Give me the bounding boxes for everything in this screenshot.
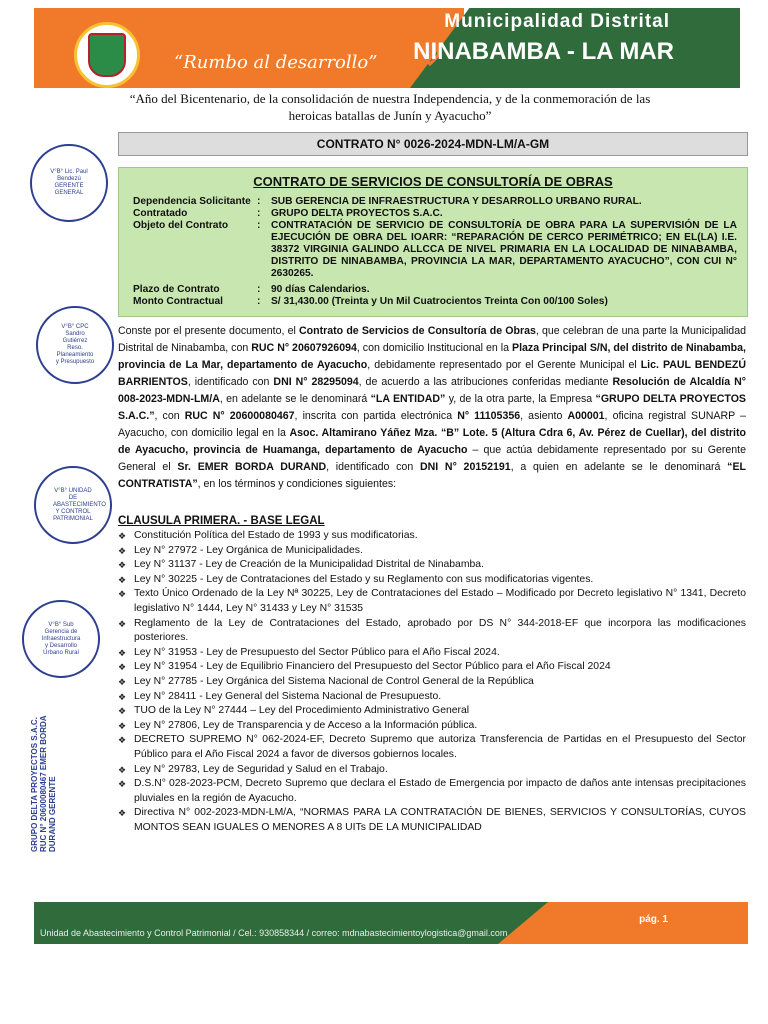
municipal-logo: [74, 22, 140, 88]
summary-row: Contratado : GRUPO DELTA PROYECTOS S.A.C.: [133, 208, 737, 220]
approval-stamp: V°B° Lic. Paul Bendezú GERENTE GENERAL: [30, 144, 108, 222]
summary-value: S/ 31,430.00 (Treinta y Un Mil Cuatrocientos Treinta Con 00/100 Soles): [271, 296, 608, 307]
summary-value: 90 días Calendarios.: [271, 284, 370, 295]
list-item: ❖ Ley N° 30225 - Ley de Contrataciones del Estado y su Reglamento con sus modificatorias vigentes.: [118, 573, 746, 588]
footer-orange-tab: [498, 902, 748, 944]
page-number: pág. 1: [639, 914, 668, 925]
summary-label: Plazo de Contrato: [133, 284, 220, 295]
town-name: NINABAMBA - LA MAR: [413, 38, 674, 65]
list-item: ❖ Ley N° 27785 - Ley Orgánica del Sistema Nacional de Control General de la República: [118, 675, 746, 690]
summary-value: SUB GERENCIA DE INFRAESTRUCTURA Y DESARROLLO URBANO RURAL.: [271, 196, 642, 207]
summary-label: Contratado: [133, 208, 188, 219]
list-item: ❖ Ley N° 29783, Ley de Seguridad y Salud en el Trabajo.: [118, 763, 746, 778]
list-item: ❖ Ley N° 31137 - Ley de Creación de la Municipalidad Distrital de Ninabamba.: [118, 558, 746, 573]
list-item: ❖ D.S.N° 028-2023-PCM, Decreto Supremo que declara el Estado de Emergencia por impacto de daños ante intensas precipitaciones pluviales en la región de Ayacucho.: [118, 777, 746, 806]
contract-intro: Conste por el presente documento, el Contrato de Servicios de Consultoría de Obras, que celebran de una parte la Municipalidad Distrital de Ninabamba, con RUC N° 20607926094, con domicilio Institucional en la Plaza Principal S/N, del distrito de Ninabamba, provincia de La Mar, departamento de Ayacucho, debidamente representado por el Gerente Municipal el Lic. PAUL BENDEZÚ BARRIENTOS, identificado con DNI N° 28295094, de acuerdo a las atribuciones conferidas mediante Resolución de Alcaldía N° 008-2023-MDN-LM/A, en adelante se le denominará “LA ENTIDAD” y, de la otra parte, la Empresa “GRUPO DELTA PROYECTOS S.A.C.”, con RUC N° 20600080467, inscrita con partida electrónica N° 11105356, asiento A00001, oficina registral SUNARP – Ayacucho, con domicilio legal en la Asoc. Altamirano Yáñez Mza. “B” Lote. 5 (Altura Cdra 6, Av. Pérez de Cuellar), del distrito de Ayacucho, provincia de Huamanga, departamento de Ayacucho – que actúa debidamente representado por su Gerente General el Sr. EMER BORDA DURAND, identificado con DNI N° 20152191, a quien en adelante se le denominará “EL CONTRATISTA”, en los términos y condiciones siguientes:: [118, 325, 747, 490]
contract-summary: [118, 167, 748, 317]
list-item: ❖ Ley N° 27972 - Ley Orgánica de Municipalidades.: [118, 544, 746, 559]
list-item: ❖ Ley N° 27806, Ley de Transparencia y de Acceso a la Información pública.: [118, 719, 746, 734]
clause-title: CLAUSULA PRIMERA. - BASE LEGAL: [118, 515, 325, 527]
summary-label: Dependencia Solicitante: [133, 196, 251, 207]
list-item: ❖ TUO de la Ley N° 27444 – Ley del Procedimiento Administrativo General: [118, 704, 746, 719]
slogan: “Rumbo al desarrollo”: [174, 52, 378, 73]
summary-value: CONTRATACIÓN DE SERVICIO DE CONSULTORÍA DE OBRA PARA LA SUPERVISIÓN DE LA EJECUCIÓN DE OBRA DEL IOARR: “REPARACIÓN DE CERCO PERIMÉTRICO; EN EL(LA) I.E. 38372 VIRGINIA GALINDO ALLCCA DE NIVEL PRIMARIA EN LA LOCALIDAD DE NINABAMBA, DISTRITO DE NINABAMBA, PROVINCIA LA MAR, DEPARTAMENTO AYACUCHO”, CON CUI N° 2630265.: [271, 220, 737, 279]
approval-stamp: V°B° Sub Gerencia de Infraestructura y Desarrollo Urbano Rural: [22, 600, 100, 678]
footer-contact: Unidad de Abastecimiento y Control Patrimonial / Cel.: 930858344 / correo: mdnabastecimientoylogistica@gmail.com: [40, 928, 508, 938]
summary-value: GRUPO DELTA PROYECTOS S.A.C.: [271, 208, 443, 219]
summary-label: Objeto del Contrato: [133, 220, 229, 231]
list-item: ❖ Directiva N° 002-2023-MDN-LM/A, “NORMAS PARA LA CONTRATACIÓN DE BIENES, SERVICIOS Y CONSULTORÍAS, CUYOS MONTOS SEAN IGUALES O MENORES A 8 UITs DE LA MUNICIPALIDAD: [118, 806, 746, 835]
list-item: ❖ Ley N° 28411 - Ley General del Sistema Nacional de Presupuesto.: [118, 690, 746, 705]
letterhead: [34, 8, 740, 88]
shield-icon: [88, 33, 126, 77]
legal-base-list: [118, 529, 746, 835]
summary-title: CONTRATO DE SERVICIOS DE CONSULTORÍA DE OBRAS: [253, 174, 613, 189]
list-item: ❖ Texto Único Ordenado de la Ley Nª 30225, Ley de Contrataciones del Estado – Modificado por Decreto legislativo N° 1341, Decreto legislativo N° 1444, Ley N° 31433 y Ley N° 31535: [118, 587, 746, 616]
company-seal: GRUPO DELTA PROYECTOS S.A.C. RUC N° 20600080467 EMER BORDA DURAND GERENTE: [30, 715, 57, 852]
summary-row: Plazo de Contrato : 90 días Calendarios.: [133, 284, 737, 296]
list-item: ❖ Ley N° 31953 - Ley de Presupuesto del Sector Público para el Año Fiscal 2024.: [118, 646, 746, 661]
list-item: ❖ Constitución Política del Estado de 1993 y sus modificatorias.: [118, 529, 746, 544]
summary-row: Objeto del Contrato : CONTRATACIÓN DE SERVICIO DE CONSULTORÍA DE OBRA PARA LA SUPERVISIÓN DE LA EJECUCIÓN DE OBRA DEL IOARR: “REPARACIÓN DE CERCO PERIMÉTRICO; EN EL(LA) I.E. 38372 VIRGINIA GALINDO ALLCCA DE NIVEL PRIMARIA EN LA LOCALIDAD DE NINABAMBA, DISTRITO DE NINABAMBA, PROVINCIA LA MAR, DEPARTAMENTO AYACUCHO”, CON CUI N° 2630265.: [133, 220, 737, 279]
summary-row: Dependencia Solicitante : SUB GERENCIA DE INFRAESTRUCTURA Y DESARROLLO URBANO RURAL.: [133, 196, 737, 208]
approval-stamp: V°B° CPC Sandro Gutiérrez Reso. Planeamiento y Presupuesto: [36, 306, 114, 384]
contract-number: CONTRATO N° 0026-2024-MDN-LM/A-GM: [118, 132, 748, 156]
summary-row: Monto Contractual : S/ 31,430.00 (Treinta y Un Mil Cuatrocientos Treinta Con 00/100 Soles): [133, 296, 737, 308]
list-item: ❖ DECRETO SUPREMO N° 062-2024-EF, Decreto Supremo que autoriza Transferencia de Partidas en el Presupuesto del Sector Público para el Año Fiscal 2024 a favor de diversos gobiernos locales.: [118, 733, 746, 762]
list-item: ❖ Ley N° 31954 - Ley de Equilibrio Financiero del Presupuesto del Sector Público para el Año Fiscal 2024: [118, 660, 746, 675]
summary-label: Monto Contractual: [133, 296, 223, 307]
municipality-name: Municipalidad Distrital: [444, 11, 670, 32]
page-footer: [34, 902, 748, 944]
approval-stamp: V°B° UNIDAD DE ABASTECIMIENTO Y CONTROL PATRIMONIAL: [34, 466, 112, 544]
list-item: ❖ Reglamento de la Ley de Contrataciones del Estado, aprobado por DS N° 344-2018-EF que incorpora las modificaciones posteriores.: [118, 617, 746, 646]
year-slogan: “Año del Bicentenario, de la consolidación de nuestra Independencia, y de la conmemoración de las heroicas batallas de Junín y Ayacucho”: [129, 91, 651, 123]
